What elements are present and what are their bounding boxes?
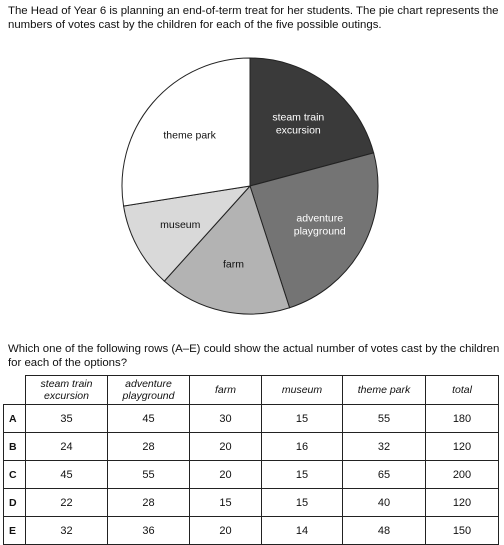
cell-adventure-playground: 28 <box>108 489 190 517</box>
cell-steam-train: 24 <box>26 433 108 461</box>
header-line: steam train <box>40 378 93 390</box>
cell-theme-park: 55 <box>343 405 426 433</box>
pie-label-line: excursion <box>275 124 321 137</box>
table-row <box>4 405 499 433</box>
header-line: adventure <box>125 378 172 390</box>
header-museum <box>262 376 343 405</box>
answer-table <box>3 375 499 545</box>
header-line: farm <box>215 384 236 396</box>
table-corner-cell <box>4 376 26 405</box>
cell-adventure-playground: 55 <box>108 461 190 489</box>
question-text: Which one of the following rows (A–E) could show the actual number of votes cast by the children for each of the options? <box>8 343 500 369</box>
pie-label-line: theme park <box>163 129 216 142</box>
cell-total: 150 <box>426 517 499 545</box>
cell-steam-train: 45 <box>26 461 108 489</box>
cell-adventure-playground: 36 <box>108 517 190 545</box>
header-line: excursion <box>44 390 89 402</box>
table-row <box>4 489 499 517</box>
pie-chart-container <box>110 50 400 325</box>
table-row <box>4 517 499 545</box>
cell-theme-park: 32 <box>343 433 426 461</box>
table-row <box>4 433 499 461</box>
row-label: A <box>4 405 26 433</box>
cell-museum: 15 <box>262 489 343 517</box>
pie-label-steam-train-excursion <box>272 112 324 137</box>
cell-total: 200 <box>426 461 499 489</box>
cell-farm: 15 <box>190 489 262 517</box>
cell-museum: 15 <box>262 405 343 433</box>
row-label: B <box>4 433 26 461</box>
pie-label-line: farm <box>222 258 244 271</box>
pie-label-line: adventure <box>296 212 344 225</box>
cell-steam-train: 32 <box>26 517 108 545</box>
pie-chart <box>110 50 400 325</box>
pie-label-museum <box>160 219 201 231</box>
cell-museum: 15 <box>262 461 343 489</box>
cell-theme-park: 40 <box>343 489 426 517</box>
header-adventure-playground <box>108 376 190 405</box>
cell-adventure-playground: 45 <box>108 405 190 433</box>
table-header-row <box>4 376 499 405</box>
cell-theme-park: 48 <box>343 517 426 545</box>
cell-total: 120 <box>426 433 499 461</box>
table-row <box>4 461 499 489</box>
cell-farm: 30 <box>190 405 262 433</box>
header-line: museum <box>281 384 323 396</box>
cell-theme-park: 65 <box>343 461 426 489</box>
header-total <box>426 376 499 405</box>
row-label: E <box>4 517 26 545</box>
pie-label-line: steam train <box>272 111 325 124</box>
row-label: D <box>4 489 26 517</box>
pie-label-line: playground <box>293 225 346 238</box>
header-farm <box>190 376 262 405</box>
cell-farm: 20 <box>190 433 262 461</box>
cell-steam-train: 22 <box>26 489 108 517</box>
pie-label-line: museum <box>160 218 201 231</box>
cell-museum: 14 <box>262 517 343 545</box>
cell-total: 180 <box>426 405 499 433</box>
cell-adventure-playground: 28 <box>108 433 190 461</box>
pie-label-theme-park <box>163 129 216 141</box>
row-label: C <box>4 461 26 489</box>
pie-label-farm <box>223 259 244 271</box>
header-line: playground <box>122 390 175 402</box>
header-theme-park <box>343 376 426 405</box>
cell-farm: 20 <box>190 517 262 545</box>
cell-steam-train: 35 <box>26 405 108 433</box>
cell-farm: 20 <box>190 461 262 489</box>
cell-total: 120 <box>426 489 499 517</box>
header-line: theme park <box>357 384 411 396</box>
header-steam-train <box>26 376 108 405</box>
pie-label-adventure-playground <box>294 212 346 237</box>
header-line: total <box>452 384 472 396</box>
cell-museum: 16 <box>262 433 343 461</box>
intro-text: The Head of Year 6 is planning an end-of-term treat for her students. The pie chart represents the numbers of votes cast by the children for each of the five possible outings. <box>8 5 499 31</box>
